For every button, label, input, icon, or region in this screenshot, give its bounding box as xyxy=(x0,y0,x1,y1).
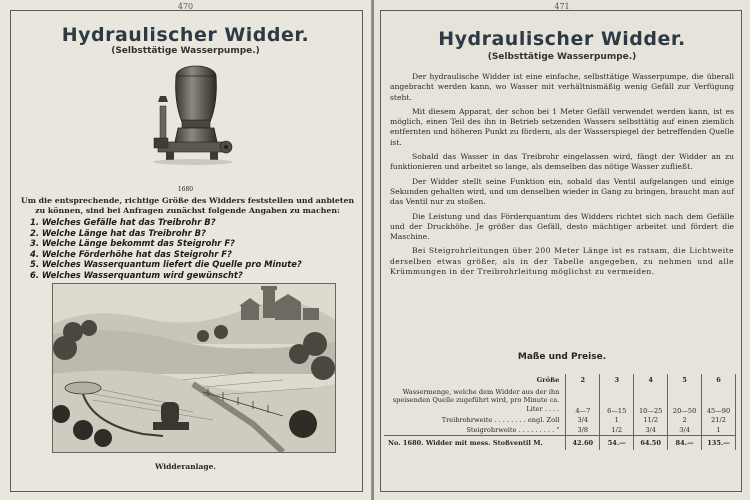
table-label: Treibrohrweite . . . . . . . . engl. Zoll xyxy=(441,416,560,425)
table-cell: 4 xyxy=(634,374,668,385)
table-cell: 64.50 xyxy=(634,436,668,451)
table-row xyxy=(384,425,736,436)
scene-caption: Widderanlage. xyxy=(155,462,216,471)
table-cell: 1 xyxy=(600,415,634,425)
table-cell: 3 xyxy=(600,374,634,385)
question-item: 2. Welche Länge hat das Treibrohr B? xyxy=(30,227,206,238)
table-cell: 11/2 xyxy=(634,415,668,425)
left-page-subtitle: (Selbsttätige Wasserpumpe.) xyxy=(111,46,260,56)
table-cell: 54.— xyxy=(600,436,634,451)
table-cell: 4—7 xyxy=(566,385,600,415)
description-text xyxy=(390,72,734,281)
table-row xyxy=(384,436,736,451)
table-row xyxy=(384,415,736,425)
table-cell: 1 xyxy=(702,425,736,436)
paragraph: Mit diesem Apparat, der schon bei 1 Meter Gefäll verwendet werden kann, ist es möglich, einen Teil des ihn in Betrieb setzenden Wassers selbsttätig auf einen ziemlich entfernten und höheren Punkt zu fördern, als der Wasserspiegel der betreffenden Quelle ist. xyxy=(390,106,734,147)
paragraph: Sobald das Wasser in das Treibrohr eingelassen wird, fängt der Widder an zu funktionieren und arbeitet so lange, als demselben das nötige Wasser zufließt. xyxy=(390,152,734,172)
table-label: No. 1680. Widder mit mess. Stoßventil M. xyxy=(384,436,566,451)
prices-table xyxy=(384,374,736,450)
table-cell: 20—50 xyxy=(668,385,702,415)
table-label: Größe xyxy=(536,375,560,384)
table-cell: 21/2 xyxy=(702,415,736,425)
table-cell: 135.— xyxy=(702,436,736,451)
hydraulic-ram-pump-illustration xyxy=(146,62,236,170)
page-number-right: 471 xyxy=(554,2,570,11)
table-cell: 6—15 xyxy=(600,385,634,415)
question-item: 1. Welches Gefälle hat das Treibrohr B? xyxy=(30,217,216,227)
table-cell: 3/4 xyxy=(634,425,668,436)
figure-number: 1680 xyxy=(177,186,194,193)
table-cell: 45—90 xyxy=(702,385,736,415)
paragraph: Die Leistung und das Förderquantum des Widders richtet sich nach dem Gefälle und der Druckhöhe. Je größer das Gefäll, desto mächtiger arbeitet und fördert die Maschine. xyxy=(390,211,734,242)
table-cell: 10—25 xyxy=(634,385,668,415)
table-cell: 3/4 xyxy=(566,415,600,425)
table-cell: 5 xyxy=(668,374,702,385)
table-cell: 3/4 xyxy=(668,425,702,436)
left-page-title: Hydraulischer Widder. xyxy=(61,24,310,46)
question-item: 4. Welche Förderhöhe hat das Steigrohr F? xyxy=(30,248,232,259)
question-item: 5. Welches Wasserquantum liefert die Quelle pro Minute? xyxy=(30,259,302,270)
left-page xyxy=(0,0,372,500)
right-page-title: Hydraulischer Widder. xyxy=(438,28,686,50)
table-cell: 84.— xyxy=(668,436,702,451)
table-cell: 1/2 xyxy=(600,425,634,436)
paragraph: Bei Steigrohrleitungen über 200 Meter Länge ist es ratsam, die Lichtweite derselben etwas größer, als in der Tabelle angegeben, zu nehmen und alle Krümmungen in der Treibrohrleitung möglichst zu vermeiden. xyxy=(390,246,734,277)
table-row xyxy=(384,385,736,415)
ram-installation-landscape-illustration xyxy=(52,283,336,453)
paragraph: Der hydraulische Widder ist eine einfache, selbsttätige Wasserpumpe, die überall angebracht werden kann, wo Wasser mit verhältnismäßig wenig Gefäll zur Verfügung steht. xyxy=(390,72,734,102)
intro-text: Um die entsprechende, richtige Größe des Widders feststellen und anbieten zu können, sind bei Anfragen zunächst folgende Angaben zu machen: xyxy=(20,196,355,215)
page-number-left: 470 xyxy=(177,2,194,11)
right-page xyxy=(374,0,750,500)
table-label: Wassermenge, welche dem Widder aus der ihn speisenden Quelle zugeführt wird, pro Minute ca. Liter . . . . xyxy=(392,388,560,413)
table-cell: 2 xyxy=(566,374,600,385)
table-cell: 6 xyxy=(702,374,736,385)
question-item: 6. Welches Wasserquantum wird gewünscht? xyxy=(30,269,243,280)
question-item: 3. Welche Länge bekommt das Steigrohr F? xyxy=(30,238,235,249)
table-row xyxy=(384,374,736,385)
paragraph: Der Widder stellt seine Funktion ein, sobald das Ventil aufgelangen und einige Sekunden gehalten wird, und um denselben wieder in Gang zu bringen, braucht man auf das Ventil nur zu stoßen. xyxy=(390,176,734,207)
prices-title: Maße und Preise. xyxy=(517,352,607,362)
right-page-subtitle: (Selbsttätige Wasserpumpe.) xyxy=(487,52,637,62)
table-cell: 2 xyxy=(668,415,702,425)
table-label: Steigrohrweite . . . . . . . . . " xyxy=(466,426,560,435)
table-cell: 42.60 xyxy=(566,436,600,451)
questions-list xyxy=(30,217,302,281)
table-cell: 3/8 xyxy=(566,425,600,436)
